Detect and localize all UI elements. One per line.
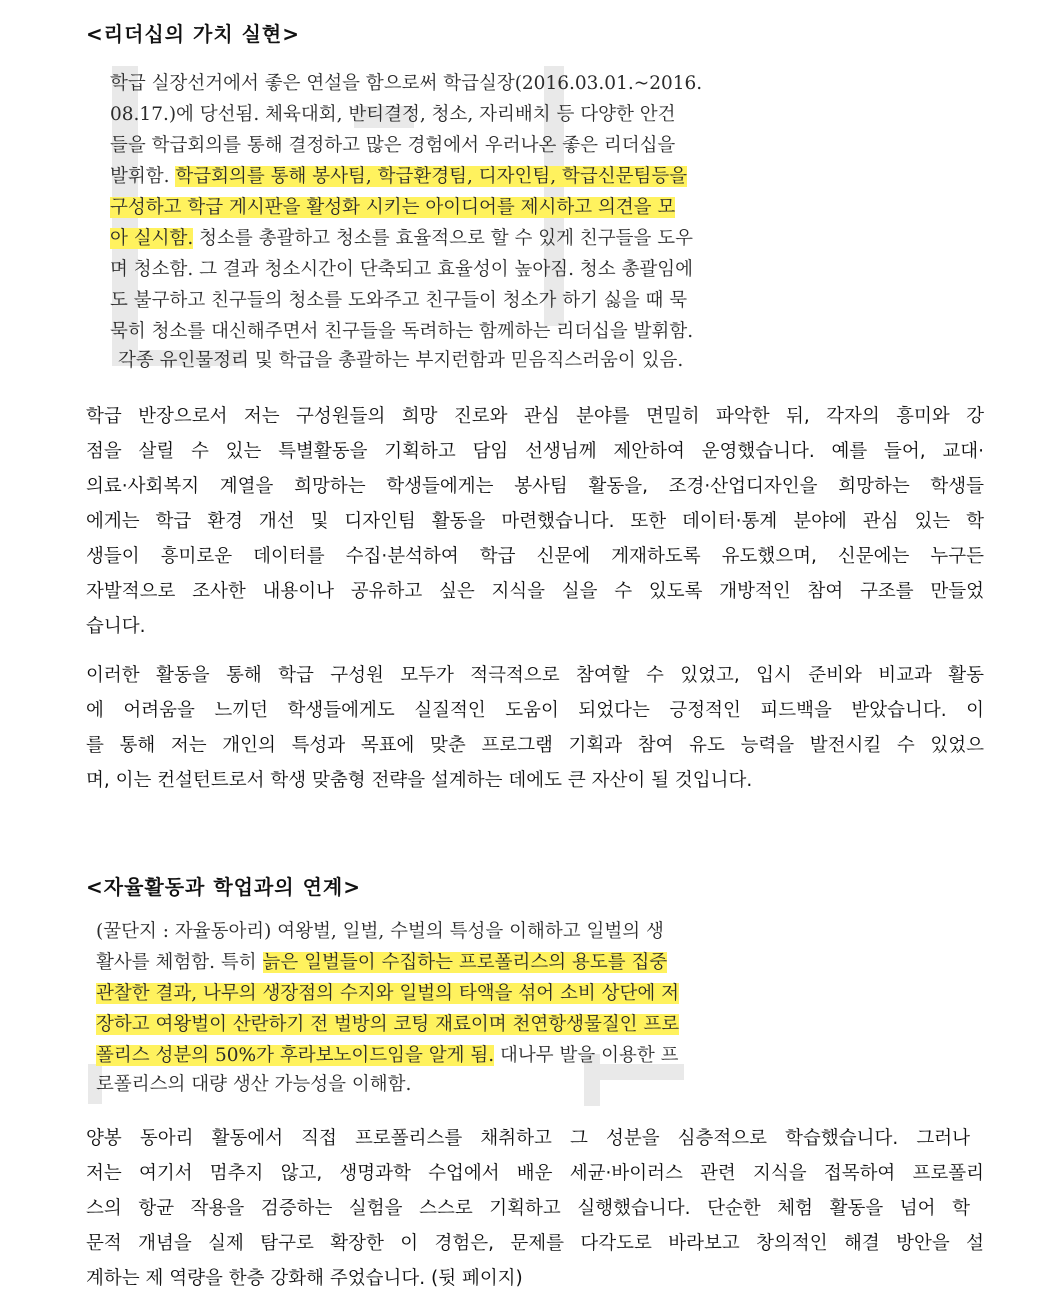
excerpt-text: 발휘함.	[110, 166, 176, 187]
excerpt-text: 대나무 발을 이용한 프	[494, 1045, 679, 1066]
paragraph-line: 점을 살릴 수 있는 특별활동을 기획하고 담임 선생님께 제안하여 운영했습니다. 예를 들어, 교대·	[86, 441, 984, 462]
excerpt-line: 도 불구하고 친구들의 청소를 도와주고 친구들이 청소가 하기 싫을 때 묵	[110, 290, 688, 311]
body-paragraph	[86, 399, 986, 644]
highlighted-text: 구성하고 학급 게시판을 활성화 시키는 아이디어를 제시하고 의견을 모	[110, 197, 676, 218]
section-heading-leadership: <리더십의 가치 실현>	[86, 22, 301, 46]
excerpt-line	[96, 1040, 678, 1071]
highlighted-text: 늙은 일벌들이 수집하는 프로폴리스의 용도를 집중	[262, 952, 668, 973]
highlighted-text: 장하고 여왕벌이 산란하기 전 벌방의 코팅 재료이며 천연항생물질인 프로	[96, 1014, 680, 1035]
excerpt-line	[110, 161, 687, 192]
paragraph-line: 에게는 학급 환경 개선 및 디자인팀 활동을 마련했습니다. 또한 데이터·통계 분야에 관심 있는 학	[86, 511, 984, 532]
excerpt-line	[96, 947, 667, 978]
excerpt-line: 각종 유인물정리 및 학급을 총괄하는 부지런함과 믿음직스러움이 있음.	[118, 350, 684, 371]
section-heading-autonomous-activity: <자율활동과 학업과의 연계>	[86, 875, 361, 899]
paragraph-line: 자발적으로 조사한 내용이나 공유하고 싶은 지식을 실을 수 있도록 개방적인 참여 구조를 만들었	[86, 581, 984, 602]
highlighted-text: 관찰한 결과, 나무의 생장점의 수지와 일벌의 타액을 섞어 소비 상단에 저	[96, 983, 679, 1004]
excerpt-line	[110, 192, 675, 223]
paragraph-line: 며, 이는 컨설턴트로서 학생 맞춤형 전략을 설계하는 데에도 큰 자산이 될 것입니다.	[86, 770, 753, 791]
highlighted-text: 폴리스 성분의 50%가 후라보노이드임을 알게 됨.	[96, 1045, 495, 1066]
paragraph-line: 스의 항균 작용을 검증하는 실험을 스스로 기획하고 실행했습니다. 단순한 체험 활동을 넘어 학	[86, 1198, 970, 1219]
excerpt-line: 묵히 청소를 대신해주면서 친구들을 독려하는 함께하는 리더십을 발휘함.	[110, 321, 694, 342]
excerpt-line: 학급 실장선거에서 좋은 연설을 함으로써 학급실장(2016.03.01.~2016.	[110, 73, 703, 94]
paragraph-line: 계하는 제 역량을 한층 강화해 주었습니다. (뒷 페이지)	[86, 1268, 523, 1289]
body-paragraph	[86, 1121, 986, 1297]
excerpt-line	[96, 1009, 679, 1040]
excerpt-line: (꿀단지 : 자율동아리) 여왕벌, 일벌, 수벌의 특성을 이해하고 일벌의 생	[96, 921, 664, 942]
excerpt-line: 며 청소함. 그 결과 청소시간이 단축되고 효율성이 높아짐. 청소 총괄임에	[110, 259, 693, 280]
excerpt-text: 청소를 총괄하고 청소를 효율적으로 할 수 있게 친구들을 도우	[193, 228, 693, 249]
highlighted-text: 학급회의를 통해 봉사팀, 학급환경팀, 디자인팀, 학급신문팀등을	[175, 166, 688, 187]
highlighted-text: 아 실시함.	[110, 228, 194, 249]
excerpt-line: 들을 학급회의를 통해 결정하고 많은 경험에서 우러나온 좋은 리더십을	[110, 135, 676, 156]
paragraph-line: 의료·사회복지 계열을 희망하는 학생들에게는 봉사팀 활동을, 조경·산업디자인을 희망하는 학생들	[86, 476, 984, 497]
paragraph-line: 이러한 활동을 통해 학급 구성원 모두가 적극적으로 참여할 수 있었고, 입시 준비와 비교과 활동	[86, 665, 984, 686]
paragraph-line: 저는 여기서 멈추지 않고, 생명과학 수업에서 배운 세균·바이러스 관련 지식을 접목하여 프로폴리	[86, 1163, 984, 1184]
paragraph-line: 생들이 흥미로운 데이터를 수집·분석하여 학급 신문에 게재하도록 유도했으며, 신문에는 누구든	[86, 546, 984, 567]
paragraph-line: 양봉 동아리 활동에서 직접 프로폴리스를 채취하고 그 성분을 심층적으로 학습했습니다. 그러나	[86, 1128, 970, 1149]
excerpt-line	[96, 978, 679, 1009]
excerpt-text: 활사를 체험함. 특히	[96, 952, 263, 973]
paragraph-line: 에 어려움을 느끼던 학생들에게도 실질적인 도움이 되었다는 긍정적인 피드백을 받았습니다. 이	[86, 700, 984, 721]
scanned-excerpt-leadership	[104, 66, 754, 378]
scanned-excerpt-bee-club	[88, 914, 738, 1106]
paragraph-line: 를 통해 저는 개인의 특성과 목표에 맞춘 프로그램 기획과 참여 유도 능력을 발전시킬 수 있었으	[86, 735, 984, 756]
body-paragraph	[86, 658, 986, 798]
paragraph-line: 습니다.	[86, 616, 146, 637]
excerpt-line	[110, 223, 693, 254]
excerpt-line: 로폴리스의 대량 생산 가능성을 이해함.	[96, 1074, 412, 1095]
paragraph-line: 학급 반장으로서 저는 구성원들의 희망 진로와 관심 분야를 면밀히 파악한 뒤, 각자의 흥미와 강	[86, 406, 984, 427]
excerpt-line: 08.17.)에 당선됨. 체육대회, 반티결정, 청소, 자리배치 등 다양한 안건	[110, 104, 676, 125]
paragraph-line: 문적 개념을 실제 탐구로 확장한 이 경험은, 문제를 다각도로 바라보고 창의적인 해결 방안을 설	[86, 1233, 984, 1254]
